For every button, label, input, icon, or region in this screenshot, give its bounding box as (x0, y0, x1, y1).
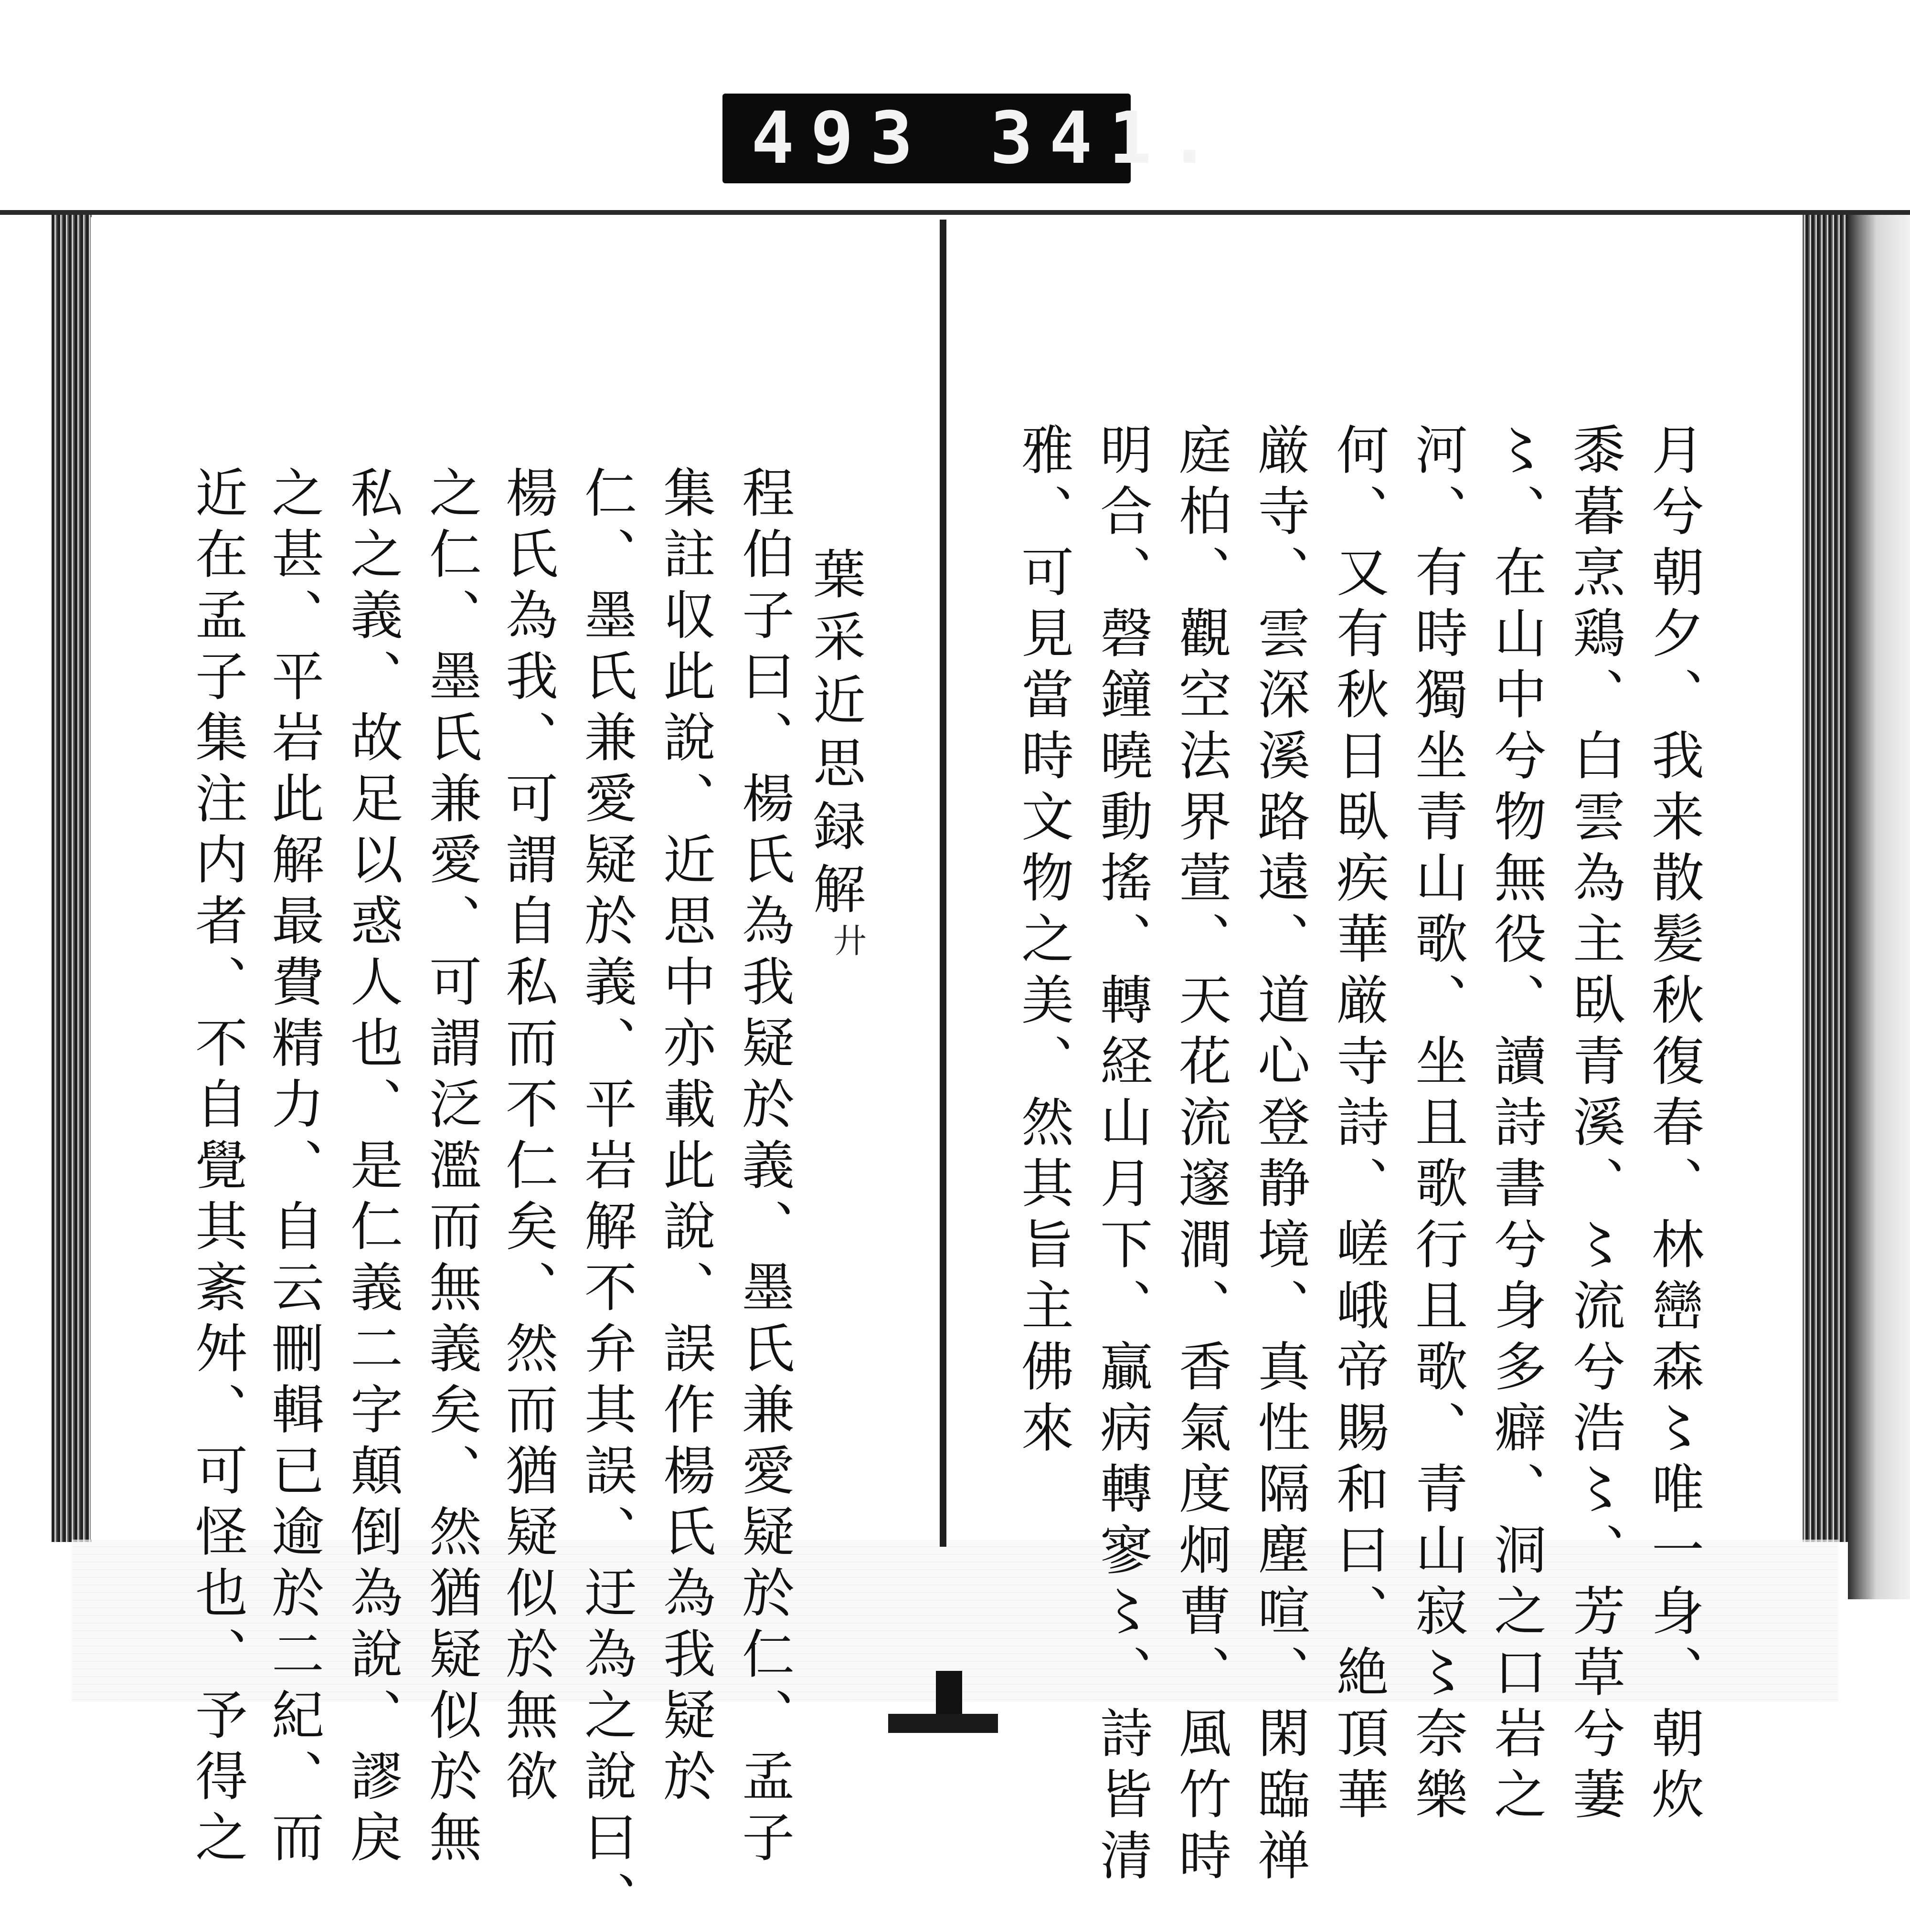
right-column-2: 黍暮烹鶏、白雲為主臥青溪、〻流兮浩〻、芳草兮萋 (1564, 422, 1625, 1828)
archive-number-right: 341. (990, 97, 1228, 180)
bottom-clip (888, 1714, 998, 1733)
left-column-2: 集註収此說、近思中亦載此說、誤作楊氏為我疑於 (655, 465, 716, 1810)
left-column-3: 仁、墨氏兼愛疑於義、平岩解不弁其誤、迂為之說曰、 (576, 465, 637, 1932)
left-page-title: 葉采近思録解 (805, 547, 866, 925)
left-column-6: 私之義、故足以惑人也、是仁義二字顛倒為說、謬戾 (342, 465, 403, 1871)
right-column-6: 厳寺、雲深溪路遠、道心登静境、真性隔塵喧、閑臨禅 (1249, 422, 1310, 1889)
right-column-3: 〻、在山中兮物無役、讀詩書兮身多癖、洞之口岩之 (1486, 422, 1547, 1828)
right-column-1: 月兮朝夕、我来散髪秋復春、林巒森〻唯一身、朝炊 (1643, 422, 1704, 1828)
archive-number-label (722, 94, 1228, 183)
left-column-5: 之仁、墨氏兼愛、可謂泛濫而無義矣、然猶疑似於無 (421, 465, 482, 1871)
right-page (948, 217, 1803, 1889)
right-column-7: 庭柏、觀空法界萱、天花流邃澗、香氣度炯曹、風竹時 (1170, 422, 1231, 1889)
left-column-7: 之甚、平岩此解最費精力、自云刪輯已逾於二紀、而 (263, 465, 324, 1871)
left-page (91, 217, 941, 1932)
archive-number-left: 493 (751, 97, 929, 180)
left-column-8: 近在孟子集注内者、不自覺其紊舛、可怪也、予得之 (187, 465, 248, 1871)
top-binding-rule (0, 210, 1910, 215)
right-column-9: 雅、可見當時文物之美、然其旨主佛來 (1013, 422, 1074, 1461)
left-page-edges (52, 215, 92, 1542)
left-column-4: 楊氏為我、可謂自私而不仁矣、然而猶疑似於無欲 (497, 465, 558, 1810)
right-column-4: 河、有時獨坐青山歌、坐且歌行且歌、青山寂〻奈樂 (1407, 422, 1468, 1828)
left-column-1: 程伯子曰、楊氏為我疑於義、墨氏兼愛疑於仁、孟子 (733, 465, 795, 1871)
book-spine (940, 220, 946, 1547)
right-column-5: 何、又有秋日臥疾華厳寺詩、嵯峨帝賜和曰、絶頂華 (1328, 422, 1389, 1828)
right-column-8: 明合、磬鐘曉動搖、轉経山月下、贏病轉寥〻、詩皆清 (1092, 422, 1153, 1889)
right-shadow (1848, 215, 1910, 1599)
right-page-edges (1803, 215, 1848, 1542)
left-page-marker: 廾 (833, 921, 867, 961)
